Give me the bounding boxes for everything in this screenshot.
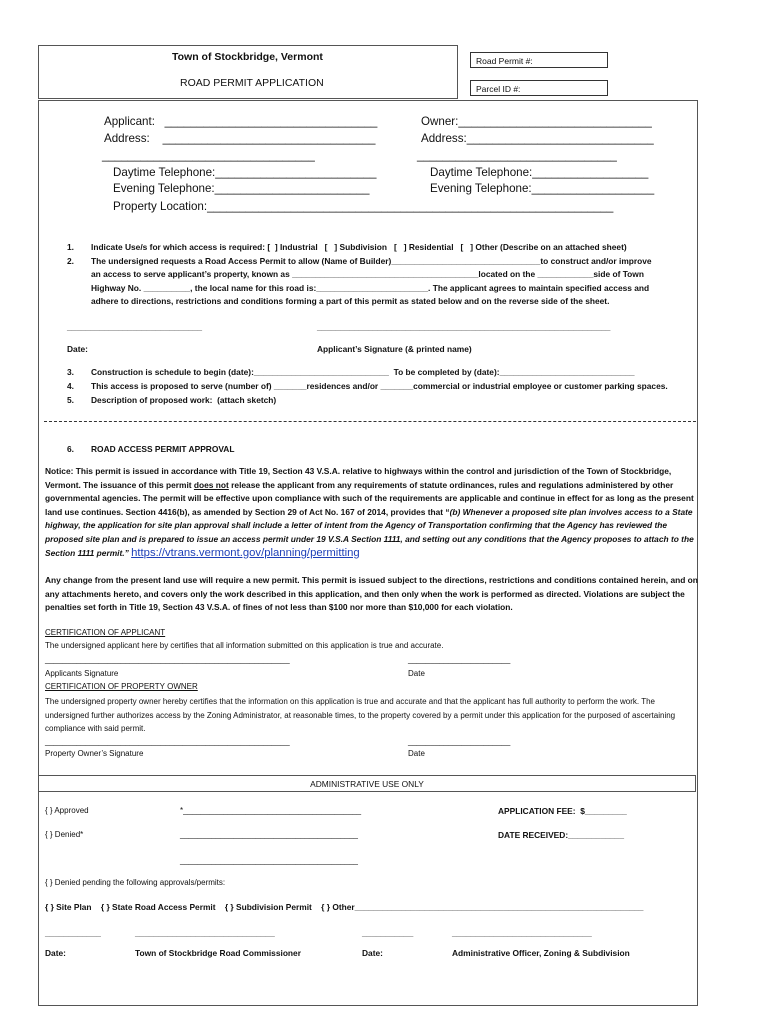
denied-signature-line[interactable]: ________________________________________ [180,830,358,839]
item-number-1: 1. [67,242,74,252]
applicant-date-field[interactable]: _______________________ [408,655,511,664]
admin-date-line-2[interactable]: ___________ [362,928,414,938]
applicant-certification-heading: CERTIFICATION OF APPLICANT [45,628,166,637]
item-number-2: 2. [67,256,74,266]
applicant-signature-field[interactable]: _______________________________________________________ [45,655,290,664]
owner-signature-field[interactable]: _______________________________________________________ [45,737,290,746]
applicant-signature-line[interactable]: _______________________________________________________________ [317,322,611,332]
item-3-text: Construction is schedule to begin (date):_____________________________ To be completed by (date):_____________________________ [91,367,635,377]
admin-officer-label: Administrative Officer, Zoning & Subdivision [452,948,630,958]
change-paragraph: Any change from the present land use will require a new permit. This permit is issued subject to the directions, restrictions and conditions contained herein, and on any attachments hereto, and covers only the work described in this application, and then only when the work is performed as directed. Violations are subject the penalties set forth in Title 19, Section 43 V.S.A. of fines of not less than $100 nor more than $10,000 for each violation. [45,575,698,613]
road-permit-field[interactable]: Road Permit #: [470,52,608,68]
date-received-field[interactable]: DATE RECEIVED:____________ [498,830,625,840]
item-5-text: Description of proposed work: (attach sketch) [91,395,277,405]
property-location-field[interactable]: Property Location:_______________________________________________________________ [113,200,614,213]
item-number-4: 4. [67,381,74,391]
applicant-evening-phone-field[interactable]: Evening Telephone:________________________ [113,182,370,195]
permitting-link[interactable]: https://vtrans.vermont.gov/planning/permitting [131,546,360,559]
additional-line[interactable]: ________________________________________ [180,856,358,865]
approved-signature-line[interactable]: *________________________________________ [180,806,362,815]
owner-signature-label: Property Owner’s Signature [45,749,144,758]
item-1-text: Indicate Use/s for which access is required: [ ] Industrial [ ] Subdivision [ ] Residential [ ] Other (Describe on an attached sheet) [91,242,627,252]
item-number-5: 5. [67,395,74,405]
applicant-date-label-cert: Date [408,669,425,678]
admin-date-label-1: Date: [45,948,66,958]
form-title: ROAD PERMIT APPLICATION [180,77,324,89]
owner-certification-heading: CERTIFICATION OF PROPERTY OWNER [45,682,198,691]
approval-heading: ROAD ACCESS PERMIT APPROVAL [91,444,235,454]
date-signature-line[interactable]: _____________________________ [67,322,203,332]
approved-checkbox[interactable]: { } Approved [45,806,89,815]
applicant-address-field[interactable]: Address: _________________________________ [104,132,376,145]
owner-date-field[interactable]: _______________________ [408,737,511,746]
denied-pending-checkbox[interactable]: { } Denied pending the following approvals/permits: [45,878,226,887]
applicant-field[interactable]: Applicant: _________________________________ [104,115,378,128]
admin-officer-signature-line[interactable]: ______________________________ [452,928,592,938]
item-4-text: This access is proposed to serve (number of) _______residences and/or _______commercial or industrial employee or customer parking spaces. [91,381,668,391]
item-number-3: 3. [67,367,74,377]
owner-certification-text: The undersigned property owner hereby certifies that the information on this application is true and accurate and that the applicant has full authority to perform the work. The undersigned further authorizes access by the Zoning Administrator, at reasonable times, to the property covered by a permit under this application for the purposed of ascertaining compliance with said permit. [45,697,676,734]
owner-address-field[interactable]: Address:_____________________________ [421,132,654,145]
parcel-id-field[interactable]: Parcel ID #: [470,80,608,96]
owner-day-phone-field[interactable]: Daytime Telephone:__________________ [430,166,649,179]
applicant-certification-text: The undersigned applicant here by certifies that all information submitted on this application is true and accurate. [45,641,444,650]
admin-date-label-2: Date: [362,948,383,958]
applicant-day-phone-field[interactable]: Daytime Telephone:_________________________ [113,166,377,179]
owner-field[interactable]: Owner:______________________________ [421,115,652,128]
admin-use-heading: ADMINISTRATIVE USE ONLY [38,775,696,792]
date-label: Date: [67,344,88,354]
item-2-line-1: The undersigned requests a Road Access Permit to allow (Name of Builder)________________________________to construct and/or improve [91,256,652,266]
denied-checkbox[interactable]: { } Denied* [45,830,84,839]
owner-date-label: Date [408,749,425,758]
permits-checkboxes[interactable]: { } Site Plan { } State Road Access Permit { } Subdivision Permit { } Other______________________________________________________________ [45,902,644,912]
notice-paragraph: Notice: This permit is issued in accordance with Title 19, Section 43 V.S.A. relative to highways within the control and jurisdiction of the Town of Stockbridge, Vermont. The issuance of this permit does not release the applicant from any requirements of statute ordinances, rules and regulations administered by other governmental agencies. The permit will be effective upon compliance with such of the requirements are applicable and continue in effect for as long as the present land use continues. Section 4416(b), as amended by Section 29 of Act No. 167 of 2014, provides that “(b) Whenever a proposed site plan involves access to a State highway, the application for site plan approval shall include a letter of intent from the Agency of Transportation confirming that the Agency has reviewed the proposed site plan and is prepared to issue an access permit under 19 V.S.A Section 1111, and setting out any conditions that the Agency proposes to attach to the Section 1111 permit.” https://vtrans.vermont.gov/planning/permitting [45,466,694,559]
applicant-signature-label: Applicant’s Signature (& printed name) [317,344,472,354]
admin-date-line-1[interactable]: ____________ [45,928,101,938]
applicant-signature-label-cert: Applicants Signature [45,669,119,678]
owner-address-line2[interactable]: _______________________________ [417,149,617,162]
item-2-line-2: an access to serve applicant’s property, known as ________________________________________located on the ____________side of Town [91,269,644,279]
item-2-line-4: adhere to directions, restrictions and conditions forming a part of this permit as stated below and on the reverse side of the sheet. [91,296,610,306]
commissioner-label: Town of Stockbridge Road Commissioner [135,948,301,958]
dashed-separator [44,421,696,422]
application-fee-field[interactable]: APPLICATION FEE: $_________ [498,806,627,816]
item-number-6: 6. [67,444,74,454]
commissioner-signature-line[interactable]: ______________________________ [135,928,275,938]
item-2-line-3: Highway No. __________, the local name for this road is:________________________. The applicant agrees to maintain specified access and [91,283,650,293]
applicant-address-line2[interactable]: _________________________________ [102,149,315,162]
town-title: Town of Stockbridge, Vermont [172,51,323,63]
owner-evening-phone-field[interactable]: Evening Telephone:___________________ [430,182,655,195]
